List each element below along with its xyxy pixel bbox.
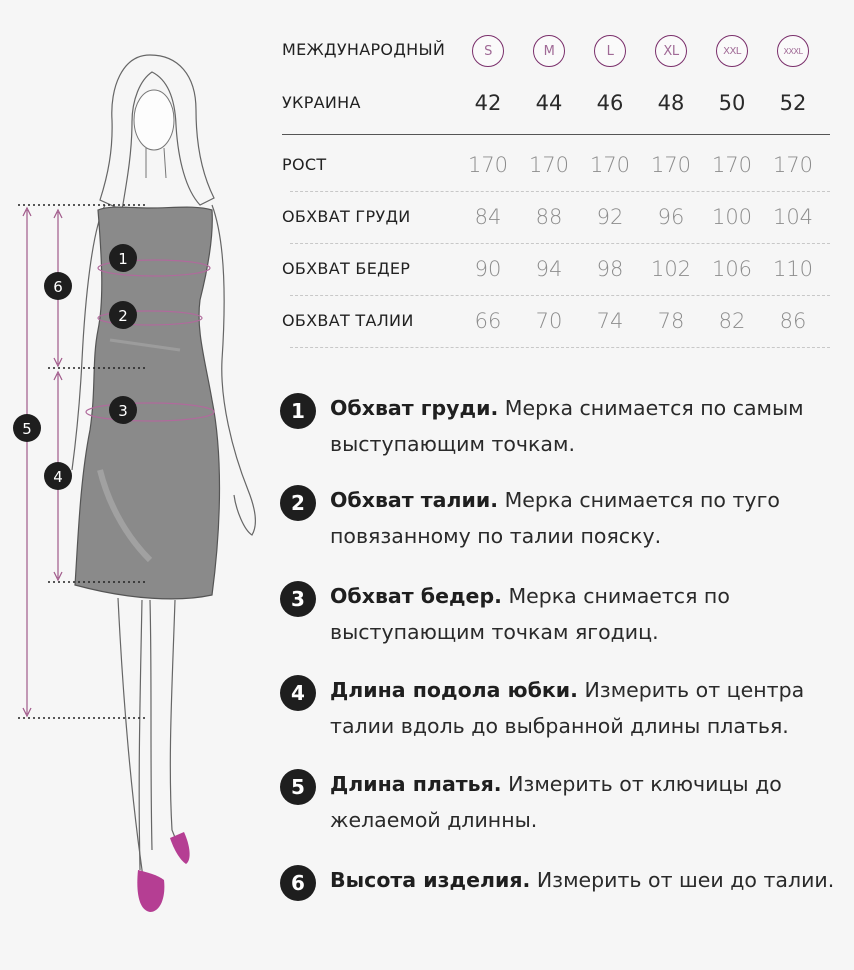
height-row [270, 140, 830, 190]
marker-4-label: 4 [53, 468, 63, 486]
size-badge-xl [643, 25, 699, 75]
waist-cell: 78 [657, 309, 685, 333]
legend-title: Обхват бедер. [330, 584, 502, 608]
height-cell: 170 [528, 153, 570, 177]
legend-description: Мерка снимается по туго повязанному по талии пояску. [330, 488, 780, 548]
waist-cell: 66 [474, 309, 502, 333]
dress-figure-illustration [0, 0, 270, 970]
height-cell: 170 [711, 153, 753, 177]
waist-row [270, 296, 830, 346]
height-cell: 170 [650, 153, 692, 177]
ukraine-label: УКРАИНА [282, 93, 361, 112]
legend-text [330, 482, 835, 554]
size-badge-xxl [704, 25, 760, 75]
bust-cell: 104 [772, 205, 814, 229]
height-label: РОСТ [282, 155, 327, 174]
bust-label: ОБХВАТ ГРУДИ [282, 207, 411, 226]
size-badge-xxxl [765, 25, 821, 75]
hips-cell: 90 [474, 257, 502, 281]
waist-cell: 82 [718, 309, 746, 333]
height-cell: 170 [589, 153, 631, 177]
hips-cell: 98 [596, 257, 624, 281]
bust-cell: 100 [711, 205, 753, 229]
legend-number: 5 [280, 769, 316, 805]
ukraine-size-cell: 52 [779, 91, 807, 115]
size-circle-label: M [533, 35, 565, 67]
marker-4 [44, 462, 72, 490]
legend-item-hips [280, 578, 840, 658]
waist-cell: 70 [535, 309, 563, 333]
size-badge-m [521, 25, 577, 75]
international-size-row [270, 25, 830, 75]
row-separator [290, 347, 830, 348]
legend-number: 4 [280, 675, 316, 711]
face-shape [134, 90, 174, 150]
size-circle-label: XXXL [777, 35, 809, 67]
size-badge-s [460, 25, 516, 75]
legend-description: Мерка снимается по самым выступающим точкам. [330, 396, 804, 456]
legend-item-garment-height [280, 862, 840, 942]
marker-2 [109, 301, 137, 329]
marker-2-label: 2 [118, 307, 128, 325]
legend-text [330, 390, 835, 462]
left-shoe [137, 870, 164, 912]
size-circle-label: S [472, 35, 504, 67]
legend-title: Длина платья. [330, 772, 502, 796]
legend-title: Обхват талии. [330, 488, 499, 512]
marker-3-label: 3 [118, 402, 128, 420]
table-divider [282, 134, 830, 135]
hips-label: ОБХВАТ БЕДЕР [282, 259, 411, 278]
legend-text [330, 766, 835, 838]
bust-cell: 92 [596, 205, 624, 229]
size-badge-l [582, 25, 638, 75]
legend-description: Измерить от центра талии вдоль до выбранной длины платья. [330, 678, 805, 738]
ukraine-size-cell: 44 [535, 91, 563, 115]
bust-cell: 84 [474, 205, 502, 229]
legend-description: Мерка снимается по выступающим точкам ягодиц. [330, 584, 730, 644]
legend-item-skirt-length [280, 672, 840, 752]
marker-5-label: 5 [22, 420, 32, 438]
legend-title: Длина подола юбки. [330, 678, 578, 702]
marker-3 [109, 396, 137, 424]
legend-text [330, 862, 835, 898]
marker-5 [13, 414, 41, 442]
bust-row [270, 192, 830, 242]
left-leg [118, 598, 146, 900]
ukraine-size-cell: 48 [657, 91, 685, 115]
marker-6 [44, 272, 72, 300]
hips-cell: 102 [650, 257, 692, 281]
legend-description: Измерить от шеи до талии. [530, 868, 835, 892]
marker-1-label: 1 [118, 250, 128, 268]
legend-item-bust [280, 390, 840, 470]
legend-text [330, 672, 835, 744]
ukraine-size-cell: 42 [474, 91, 502, 115]
right-leg [170, 600, 180, 850]
marker-6-label: 6 [53, 278, 63, 296]
legend-number: 6 [280, 865, 316, 901]
height-cell: 170 [467, 153, 509, 177]
bust-cell: 88 [535, 205, 563, 229]
hips-row [270, 244, 830, 294]
waist-cell: 86 [779, 309, 807, 333]
hips-cell: 94 [535, 257, 563, 281]
height-cell: 170 [772, 153, 814, 177]
legend-title: Обхват груди. [330, 396, 499, 420]
legend-number: 3 [280, 581, 316, 617]
waist-cell: 74 [596, 309, 624, 333]
ukraine-size-row [270, 78, 830, 128]
right-shoe [170, 832, 190, 864]
hips-cell: 106 [711, 257, 753, 281]
ukraine-size-cell: 50 [718, 91, 746, 115]
legend-number: 1 [280, 393, 316, 429]
legend-description: Измерить от ключицы до желаемой длинны. [330, 772, 782, 832]
legend-text [330, 578, 835, 650]
size-circle-label: XL [655, 35, 687, 67]
legend-item-dress-length [280, 766, 840, 846]
waist-label: ОБХВАТ ТАЛИИ [282, 311, 414, 330]
size-circle-label: XXL [716, 35, 748, 67]
bust-cell: 96 [657, 205, 685, 229]
international-label: МЕЖДУНАРОДНЫЙ [282, 40, 446, 59]
legend-item-waist [280, 482, 840, 562]
legend-title: Высота изделия. [330, 868, 531, 892]
ukraine-size-cell: 46 [596, 91, 624, 115]
legend-number: 2 [280, 485, 316, 521]
hips-cell: 110 [772, 257, 814, 281]
marker-1 [109, 244, 137, 272]
size-circle-label: L [594, 35, 626, 67]
